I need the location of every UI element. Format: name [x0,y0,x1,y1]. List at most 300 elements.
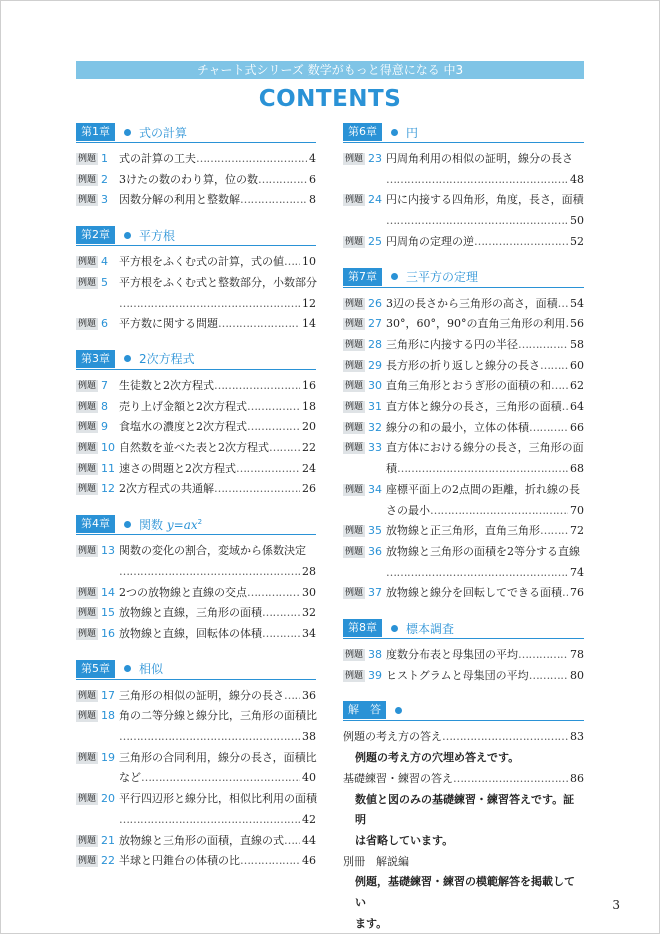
page-ref: 58 [570,337,584,351]
entry-body [386,232,584,253]
leader-dots [284,252,300,273]
entry-line [386,645,584,666]
entry-body [119,851,316,872]
chapter-title-text: 平方根 [139,228,176,243]
entry-line [119,748,316,769]
entry-body [119,686,316,707]
chapter-header [76,225,316,246]
entry-line [119,170,316,191]
entry-title: 放物線と線分を回転してできる面積 [386,586,563,600]
toc-entry[interactable] [76,149,316,170]
leader-dots [474,232,568,253]
toc-entry[interactable] [76,273,316,314]
leader-dots [284,831,300,852]
chapter-badge: 第1章 [76,123,115,141]
entry-line [386,418,584,439]
entry-line [119,417,316,438]
entry-body [386,397,584,418]
bullet-dot-icon [395,707,402,714]
example-number: 33 [368,441,383,455]
example-number: 28 [368,337,383,351]
leader-dots [141,768,300,789]
leader-dots [529,418,568,439]
entry-title: 座標平面上の2点間の距離，折れ線の長 [386,482,581,496]
entry-line [386,314,584,335]
answers-badge: 解 答 [343,701,386,719]
page-ref: 70 [570,503,584,517]
chapter-title [139,124,187,141]
example-number: 29 [368,358,383,372]
entry-body [386,356,584,377]
answer-item-description: 例題の考え方の穴埋め答えです。 [355,751,520,765]
example-badge: 例題 [78,484,97,495]
example-badge: 例題 [345,319,364,330]
entry-line [386,190,584,211]
answer-item-supplement: 別冊 解説編 [343,854,409,868]
chapter-header [76,659,316,680]
toc-entry[interactable] [76,376,316,397]
entry-line [386,211,584,232]
toc-entry[interactable] [76,748,316,789]
toc-entry[interactable] [76,479,316,500]
formula-exp: 2 [197,517,203,526]
toc-entry[interactable] [343,314,584,335]
bullet-dot-icon [124,232,131,239]
example-number: 4 [101,255,109,269]
entry-line [119,831,316,852]
entry-line [119,314,316,335]
toc-entry[interactable] [76,541,316,582]
page-ref: 34 [302,626,316,640]
page-ref: 8 [309,193,316,207]
toc-entry[interactable] [76,603,316,624]
entry-title: 直方体と線分の長さ，三角形の面積 [386,400,562,414]
leader-dots [540,521,568,542]
entry-body [386,294,584,315]
toc-right-column [343,122,584,935]
entry-title: 2つの放物線と直線の交点 [119,585,248,599]
leader-dots [551,376,568,397]
entry-line [119,583,316,604]
section-gap [343,604,584,618]
entry-line [386,459,584,480]
entry-body [386,314,584,335]
toc-entry[interactable] [343,294,584,315]
page-ref: 36 [302,688,316,702]
example-badge: 例題 [78,174,97,185]
chapter-badge: 第2章 [76,226,115,244]
section-gap [76,500,316,514]
section-gap [343,686,584,700]
entry-title: 2次方程式の共通解 [119,482,215,496]
page-ref: 56 [570,317,584,331]
entry-line [119,190,316,211]
page-ref: 62 [570,379,584,393]
page-ref: 48 [570,172,584,186]
entry-title: 平方根をふくむ式と整数部分，小数部分 [119,275,318,289]
entry-line [119,851,316,872]
entry-title: 平行四辺形と線分比，相似比利用の面積 [119,792,318,806]
chapter-title [406,268,478,285]
entry-body [119,479,316,500]
answer-item-examples[interactable] [343,727,584,748]
chapter-title [139,516,202,533]
entry-body [119,149,316,170]
chapter-title-text: 相似 [139,662,164,677]
example-number: 1 [101,152,109,165]
entry-line [119,376,316,397]
example-badge: 例題 [345,195,364,206]
example-number: 26 [368,296,383,310]
example-badge: 例題 [78,257,97,268]
chapter-formula [163,518,202,532]
entry-title: 三角形の相似の証明，線分の長さ [119,688,285,702]
entry-line [386,335,584,356]
entry-body [386,521,584,542]
chapter-title-text: 円 [406,125,419,140]
toc-entry[interactable] [343,397,584,418]
entry-title: 円周角の定理の逆 [386,234,475,248]
entry-line [119,541,316,562]
page-ref: 32 [302,606,316,620]
example-badge: 例題 [345,339,364,350]
entry-title: 直角三角形とおうぎ形の面積の和 [386,379,552,393]
entry-title: 線分の和の最小，立体の体積 [386,420,530,434]
leader-dots [430,501,568,522]
example-badge: 例題 [78,711,97,722]
entry-title: 角の二等分線と線分比，三角形の面積比 [119,709,318,723]
entry-line [119,810,316,831]
entry-title: 30°，60°，90°の直角三角形の利用 [386,317,566,331]
page-ref: 78 [570,648,584,662]
page-ref: 64 [570,400,584,414]
chapter-title [139,350,195,367]
entry-title: 度数分布表と母集団の平均 [386,648,519,662]
entry-title: 三角形の合同利用，線分の長さ，面積比 [119,750,317,764]
example-badge: 例題 [78,608,97,619]
example-number: 15 [101,606,116,620]
answer-item-label: 基礎練習・練習の答え [343,771,453,785]
chapter-header [343,618,584,639]
example-number: 3 [101,193,109,207]
toc-entry[interactable] [76,397,316,418]
toc-entry[interactable] [343,583,584,604]
chapter-header [76,349,316,370]
leader-dots [386,170,568,191]
page-ref: 68 [570,462,584,476]
entry-line [386,542,584,563]
example-number: 2 [101,172,109,186]
bullet-dot-icon [124,355,131,362]
entry-line [386,149,584,170]
entry-body [119,706,316,747]
example-badge: 例題 [78,546,97,557]
toc-entry[interactable] [76,789,316,830]
chapter-title [406,124,418,141]
example-badge: 例題 [78,380,97,391]
entry-body [119,748,316,789]
example-badge: 例題 [345,670,364,681]
page-ref: 22 [302,441,316,455]
bullet-dot-icon [391,129,398,136]
leader-dots [240,190,307,211]
toc-entry[interactable] [343,376,584,397]
contents-title: CONTENTS [258,86,402,112]
entry-line [119,273,316,294]
entry-title: など [119,771,142,785]
entry-body [119,831,316,852]
page-ref: 52 [570,234,584,248]
entry-line [119,294,316,315]
chapter-title-text: 2次方程式 [139,352,195,367]
page-ref: 54 [570,296,584,310]
chapter-header [76,122,316,143]
entry-line [386,563,584,584]
page-ref: 72 [570,524,584,538]
leader-dots [262,624,300,645]
section-gap [76,335,316,349]
entry-title: 平方根をふくむ式の計算，式の値 [119,255,285,269]
toc-entry[interactable] [76,686,316,707]
entry-body [386,480,584,521]
entry-body [386,335,584,356]
example-number: 24 [368,193,383,207]
leader-dots [453,769,568,790]
entry-line [119,252,316,273]
toc-entry[interactable] [76,314,316,335]
example-badge: 例題 [345,526,364,537]
toc-entry[interactable] [76,624,316,645]
right-chapters [343,122,584,686]
entry-line [386,501,584,522]
example-badge: 例題 [345,546,364,557]
page-ref: 42 [302,812,316,826]
chapter-title [139,660,163,677]
entry-line [119,706,316,727]
formula-eq: = [173,517,184,532]
page-ref: 60 [570,358,584,372]
toc-entry[interactable] [343,521,584,542]
example-badge: 例題 [78,422,97,433]
entry-line [386,666,584,687]
example-badge: 例題 [345,422,364,433]
entry-body [386,376,584,397]
chapter-title-text: 三平方の定理 [406,270,479,285]
entry-line [386,438,584,459]
entry-line [119,459,316,480]
page-ref: 40 [302,771,316,785]
section-gap [343,253,584,267]
toc-entry[interactable] [76,459,316,480]
leader-dots [262,603,300,624]
leader-dots [247,397,300,418]
entry-body [119,624,316,645]
example-badge: 例題 [345,154,364,164]
toc-entry[interactable] [76,252,316,273]
example-badge: 例題 [345,360,364,371]
chapter-title-text: 標本調査 [406,621,455,636]
entry-title: 速さの問題と2次方程式 [119,461,237,475]
example-number: 39 [368,668,383,682]
chapter-badge: 第8章 [343,619,382,637]
example-number: 32 [368,420,383,434]
entry-body [119,438,316,459]
chapter-title [406,620,454,637]
answer-item-practice[interactable] [343,769,584,790]
toc-entry[interactable] [76,583,316,604]
entry-line [386,583,584,604]
leader-dots [247,583,300,604]
example-badge: 例題 [345,402,364,413]
entry-body [386,149,584,190]
answer-item-description: ます。 [355,916,388,930]
bullet-dot-icon [124,521,131,528]
example-badge: 例題 [345,236,364,247]
toc-entry[interactable] [343,666,584,687]
page-ref: 12 [302,296,316,310]
entry-line [119,149,316,170]
example-number: 37 [368,586,383,600]
example-badge: 例題 [78,835,97,846]
entry-title: 3辺の長さから三角形の高さ，面積 [386,296,558,310]
page-ref: 14 [302,317,316,331]
leader-dots [218,314,300,335]
entry-title: 食塩水の濃度と2次方程式 [119,420,248,434]
entry-title: 三角形に内接する円の半径 [386,337,519,351]
entry-line [386,376,584,397]
section-gap [76,211,316,225]
entry-title: 放物線と正三角形，直角三角形 [386,524,541,538]
entry-body [119,541,316,582]
entry-line [119,789,316,810]
bullet-dot-icon [391,273,398,280]
page-ref: 28 [302,564,316,578]
toc-entry[interactable] [343,480,584,521]
example-badge: 例題 [78,319,97,330]
example-badge: 例題 [345,298,364,309]
formula-coef: ax [183,517,198,532]
example-number: 6 [101,317,109,331]
page-ref: 38 [302,730,316,744]
section-gap [76,645,316,659]
chapter-title-text: 関数 [139,517,164,532]
example-badge: 例題 [78,443,97,454]
example-number: 10 [101,441,116,455]
example-badge: 例題 [345,381,364,392]
example-number: 22 [101,854,116,868]
entry-body [119,583,316,604]
example-number: 13 [101,544,116,558]
toc-entry[interactable] [76,417,316,438]
leader-dots [214,479,300,500]
entry-body [119,603,316,624]
toc-entry[interactable] [343,542,584,583]
toc-entry[interactable] [76,438,316,459]
page-ref: 74 [570,565,584,579]
leader-dots [240,851,300,872]
answer-item-description: 例題，基礎練習・練習の模範解答を掲載してい [355,875,575,910]
example-badge: 例題 [78,277,97,288]
leader-dots [518,335,568,356]
toc-entry[interactable] [343,335,584,356]
leader-dots [196,149,307,170]
entry-line [119,686,316,707]
chapter-badge: 第7章 [343,268,382,286]
page-ref: 86 [570,771,584,785]
example-number: 34 [368,482,383,496]
entry-title: 生徒数と2次方程式 [119,378,215,392]
example-number: 36 [368,544,383,558]
entry-line [119,603,316,624]
example-badge: 例題 [78,154,97,164]
page-ref: 66 [570,420,584,434]
page-ref: 24 [302,461,316,475]
leader-dots [119,727,300,748]
chapter-badge: 第5章 [76,660,115,678]
example-number: 20 [101,792,116,806]
example-number: 8 [101,399,109,413]
entry-body [119,459,316,480]
toc-entry[interactable] [76,170,316,191]
entry-body [386,645,584,666]
toc-entry[interactable] [76,706,316,747]
entry-line [386,397,584,418]
answers-header [343,700,584,721]
toc-entry[interactable] [343,149,584,190]
leader-dots [386,563,568,584]
example-badge: 例題 [345,443,364,454]
chapter-header [343,267,584,288]
toc-entry[interactable] [343,356,584,377]
toc-left-column [76,122,316,872]
example-number: 11 [101,461,116,475]
page-ref: 50 [570,214,584,228]
toc-entry[interactable] [76,831,316,852]
entry-body [386,583,584,604]
toc-entry[interactable] [343,645,584,666]
entry-body [119,314,316,335]
example-badge: 例題 [345,650,364,661]
leader-dots [518,645,568,666]
entry-body [119,190,316,211]
toc-entry[interactable] [76,851,316,872]
answer-item-description: 数値と図のみの基礎練習・練習答えです。証明 [355,792,575,827]
page-ref: 10 [302,255,316,269]
entry-title: 放物線と三角形の面積を2等分する直線 [386,544,581,558]
toc-entry[interactable] [343,232,584,253]
leader-dots [269,438,300,459]
chapter-title [139,227,175,244]
toc-entry[interactable] [343,190,584,231]
leader-dots [119,294,300,315]
toc-entry[interactable] [343,438,584,479]
page-ref: 4 [309,152,316,165]
entry-line [119,562,316,583]
example-number: 9 [101,420,109,434]
chapter-header [343,122,584,143]
toc-entry[interactable] [76,190,316,211]
toc-entry[interactable] [343,418,584,439]
page-ref: 76 [570,586,584,600]
leader-dots [214,376,300,397]
leader-dots [386,211,568,232]
example-badge: 例題 [78,463,97,474]
example-badge: 例題 [345,484,364,495]
example-badge: 例題 [78,752,97,763]
example-badge: 例題 [78,195,97,206]
leader-dots [442,727,568,748]
entry-title: 長方形の折り返しと線分の長さ [386,358,541,372]
